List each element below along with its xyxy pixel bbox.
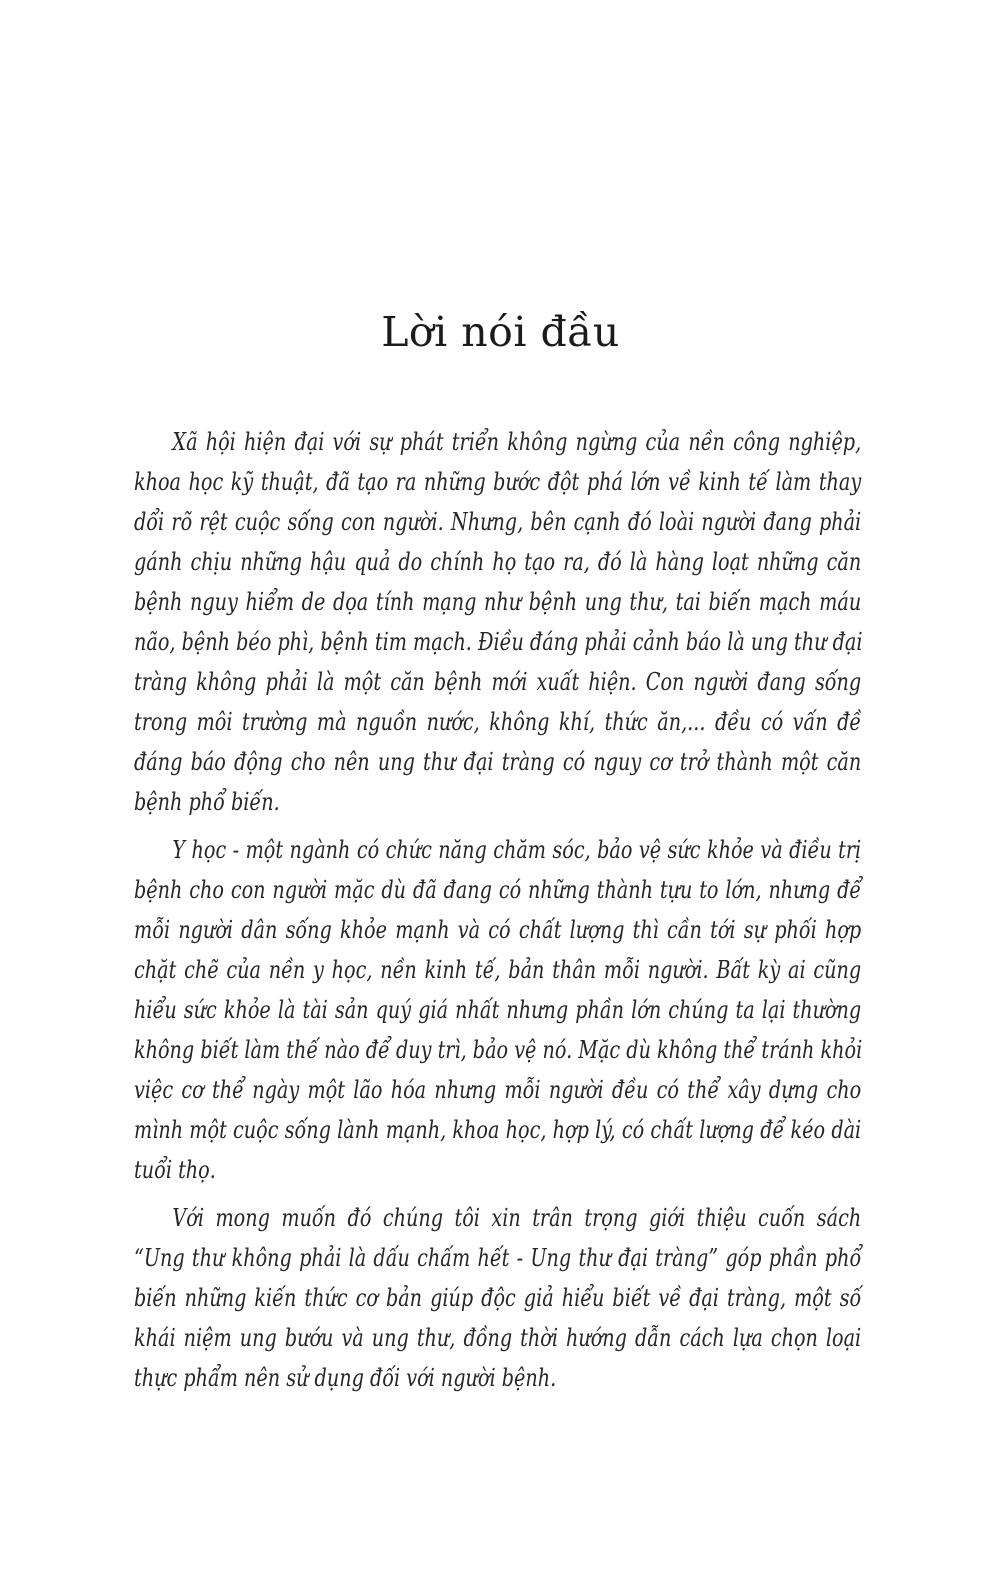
text-line: não, bệnh béo phì, bệnh tim mạch. Điều đáng phải cảnh báo là ung thư đại: [134, 628, 863, 656]
text-line: khái niệm ung bướu và ung thư, đồng thời hướng dẫn cách lựa chọn loại: [134, 1324, 862, 1352]
text-line: Y học - một ngành có chức năng chăm sóc, bảo vệ sức khỏe và điều trị: [172, 836, 862, 864]
body-text: [134, 422, 861, 1406]
text-line: bệnh phổ biến.: [134, 788, 280, 816]
text-line: mỗi người dân sống khỏe mạnh và có chất lượng thì cần tới sự phối hợp: [134, 916, 862, 944]
text-line: đáng báo động cho nên ung thư đại tràng có nguy cơ trở thành một căn: [134, 748, 862, 776]
text-line: “Ung thư không phải là dấu chấm hết - Ung thư đại tràng” góp phần phổ: [134, 1244, 862, 1272]
text-line: mình một cuộc sống lành mạnh, khoa học, hợp lý, có chất lượng để kéo dài: [134, 1116, 862, 1144]
paragraph: [134, 830, 861, 1190]
text-line: bệnh nguy hiểm de dọa tính mạng như bệnh ung thư, tai biến mạch máu: [134, 588, 862, 616]
text-line: bệnh cho con người mặc dù đã đang có những thành tựu to lớn, nhưng để: [134, 876, 862, 904]
paragraph: [134, 1198, 861, 1398]
text-line: không biết làm thế nào để duy trì, bảo vệ nó. Mặc dù không thể tránh khỏi: [134, 1036, 863, 1064]
text-line: Xã hội hiện đại với sự phát triển không ngừng của nền công nghiệp,: [172, 428, 862, 456]
text-line: Với mong muốn đó chúng tôi xin trân trọng giới thiệu cuốn sách: [172, 1204, 862, 1232]
text-line: khoa học kỹ thuật, đã tạo ra những bước đột phá lớn về kinh tế làm thay: [134, 468, 862, 496]
paragraph: [134, 422, 861, 822]
page-title: Lời nói đầu: [381, 308, 620, 356]
text-line: việc cơ thể ngày một lão hóa nhưng mỗi người đều có thể xây dựng cho: [134, 1076, 862, 1104]
text-line: hiểu sức khỏe là tài sản quý giá nhất nhưng phần lớn chúng ta lại thường: [134, 996, 862, 1024]
text-line: biến những kiến thức cơ bản giúp độc giả hiểu biết về đại tràng, một số: [134, 1284, 862, 1312]
text-line: chặt chẽ của nền y học, nền kinh tế, bản thân mỗi người. Bất kỳ ai cũng: [134, 956, 862, 984]
text-line: gánh chịu những hậu quả do chính họ tạo ra, đó là hàng loạt những căn: [134, 548, 862, 576]
text-line: tuổi thọ.: [134, 1156, 216, 1184]
text-line: trong môi trường mà nguồn nước, không khí, thức ăn,... đều có vấn đề: [134, 708, 862, 736]
text-line: dổi rõ rệt cuộc sống con người. Nhưng, bên cạnh đó loài người đang phải: [134, 508, 862, 536]
text-line: thực phẩm nên sử dụng đối với người bệnh.: [134, 1364, 557, 1392]
text-line: tràng không phải là một căn bệnh mới xuất hiện. Con người đang sống: [134, 668, 862, 696]
